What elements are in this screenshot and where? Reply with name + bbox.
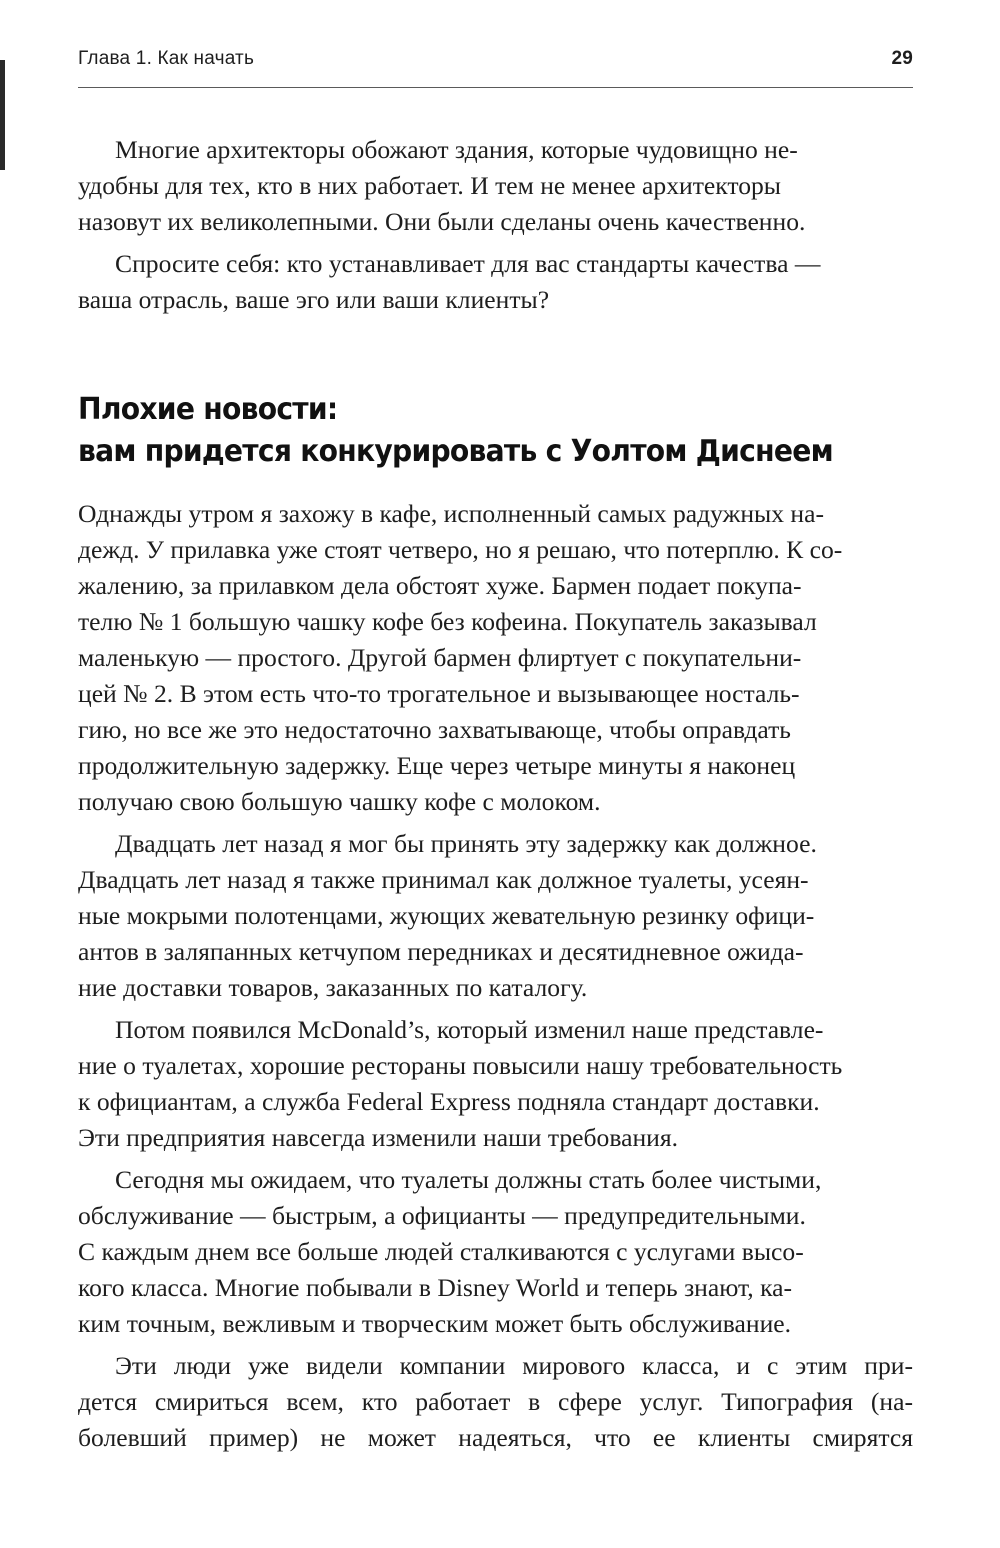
text-line: дежд. У прилавка уже стоят четверо, но я решаю, что потерплю. К со- — [78, 535, 843, 564]
section-heading — [78, 389, 863, 473]
text-line: С каждым днем все больше людей сталкиваются с услугами высо- — [78, 1237, 804, 1266]
text-line: ким точным, вежливым и творческим может быть обслуживание. — [78, 1309, 792, 1338]
text-line: Эти предприятия навсегда изменили наши требования. — [78, 1123, 679, 1152]
paragraph — [78, 496, 913, 820]
text-line: кого класса. Многие побывали в Disney World и теперь знают, ка- — [78, 1273, 793, 1302]
text-line: продолжительную задержку. Еще через четыре минуты я наконец — [78, 751, 796, 780]
running-header — [78, 44, 913, 76]
text-line: Однажды утром я захожу в кафе, исполненный самых радужных на- — [78, 499, 824, 528]
text-line: дется смириться всем, кто работает в сфере услуг. Типография (на- — [78, 1387, 913, 1416]
text-line: назовут их великолепными. Они были сделаны очень качественно. — [78, 207, 806, 236]
text-line: Многие архитекторы обожают здания, которые чудовищно не- — [115, 135, 798, 164]
intro-text-block — [78, 132, 913, 318]
header-rule — [78, 87, 913, 88]
text-line: ние о туалетах, хорошие рестораны повысили нашу требовательность — [78, 1051, 843, 1080]
text-line: телю № 1 большую чашку кофе без кофеина. Покупатель заказывал — [78, 607, 817, 636]
text-line: антов в заляпанных кетчупом передниках и десятидневное ожида- — [78, 937, 804, 966]
text-line: Эти люди уже видели компании мирового класса, и с этим при- — [115, 1351, 913, 1380]
text-line: к официантам, а служба Federal Express подняла стандарт доставки. — [78, 1087, 820, 1116]
section-body — [78, 496, 913, 1456]
paragraph — [78, 1348, 913, 1456]
text-line: жалению, за прилавком дела обстоят хуже. Бармен подает покупа- — [78, 571, 802, 600]
paragraph — [78, 826, 913, 1006]
text-line: Двадцать лет назад я также принимал как должное туалеты, усеян- — [78, 865, 809, 894]
paragraph — [78, 246, 913, 318]
section-heading-line: вам придется конкурировать с Уолтом Диснеем — [78, 434, 833, 469]
running-title: Глава 1. Как начать — [78, 48, 255, 69]
text-line: получаю свою большую чашку кофе с молоком. — [78, 787, 601, 816]
page-edge-shadow — [0, 60, 5, 170]
text-line: ние доставки товаров, заказанных по каталогу. — [78, 973, 588, 1002]
text-line: удобны для тех, кто в них работает. И тем не менее архитекторы — [78, 171, 781, 200]
text-line: болевший пример) не может надеяться, что ее клиенты смирятся — [78, 1423, 913, 1452]
paragraph — [78, 1162, 913, 1342]
page-number: 29 — [891, 48, 913, 69]
text-line: Потом появился McDonald’s, который изменил наше представле- — [115, 1015, 824, 1044]
text-line: маленькую — простого. Другой бармен флиртует с покупательни- — [78, 643, 802, 672]
paragraph — [78, 1012, 913, 1156]
text-line: Сегодня мы ожидаем, что туалеты должны стать более чистыми, — [115, 1165, 822, 1194]
text-line: ваша отрасль, ваше эго или ваши клиенты? — [78, 285, 550, 314]
text-line: гию, но все же это недостаточно захватывающе, чтобы оправдать — [78, 715, 791, 744]
text-line: обслуживание — быстрым, а официанты — предупредительными. — [78, 1201, 806, 1230]
text-line: Двадцать лет назад я мог бы принять эту задержку как должное. — [115, 829, 817, 858]
section-heading-line: Плохие новости: — [78, 392, 338, 427]
text-line: Спросите себя: кто устанавливает для вас стандарты качества — — [115, 249, 821, 278]
text-line: цей № 2. В этом есть что-то трогательное и вызывающее носталь- — [78, 679, 800, 708]
paragraph — [78, 132, 913, 240]
text-line: ные мокрыми полотенцами, жующих жевательную резинку офици- — [78, 901, 815, 930]
